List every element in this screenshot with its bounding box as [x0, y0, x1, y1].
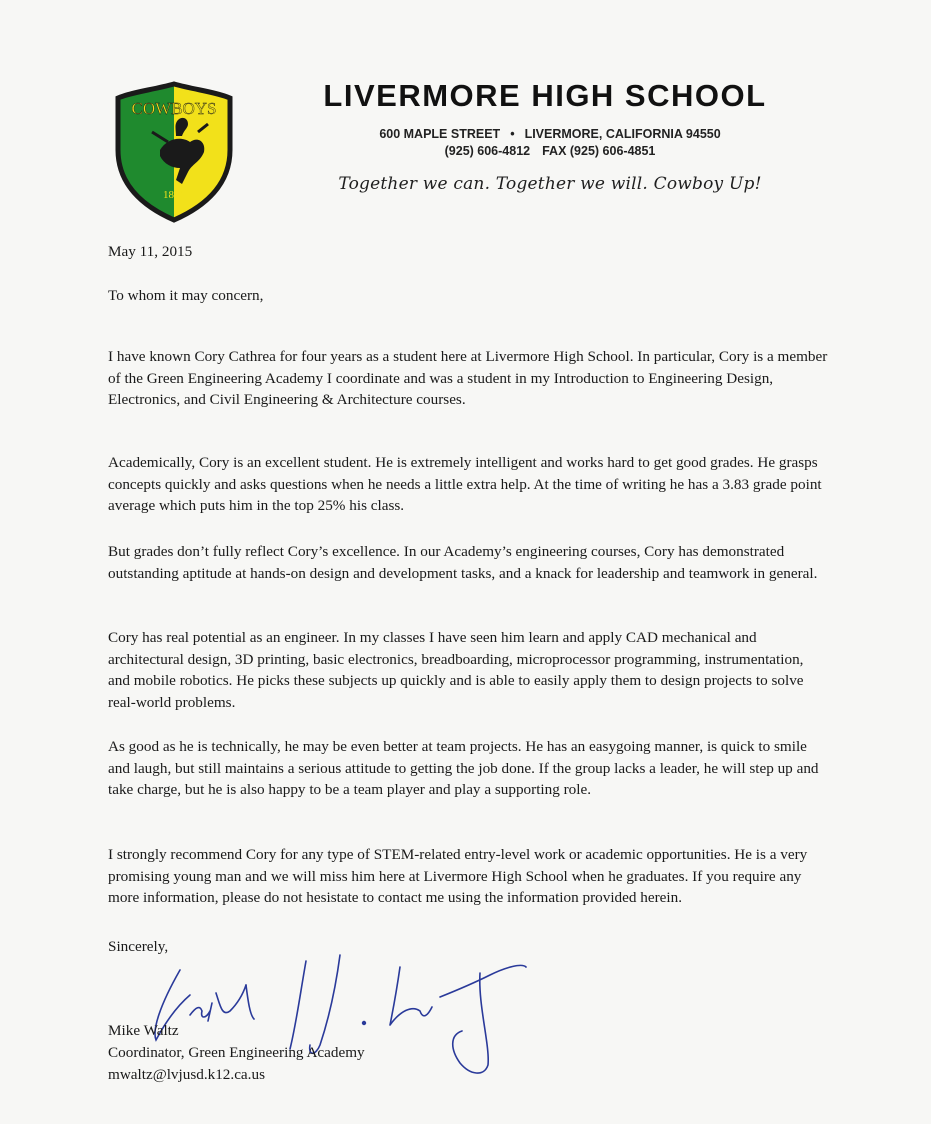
signer-email: mwaltz@lvjusd.k12.ca.us: [108, 1066, 265, 1083]
paragraph-2: Academically, Cory is an excellent student. He is extremely intelligent and works hard to get good grades. He grasps concepts quickly and asks questions when he needs a little extra help. At the time of writing he has a 3.83 grade point average which puts him in the top 25% his class.: [108, 454, 822, 515]
paragraph-3: But grades don’t fully reflect Cory’s excellence. In our Academy’s engineering courses, Cory has demonstrated outstanding aptitude at hands-on design and development tasks, and a knack for leadership and teamwork in general.: [108, 543, 818, 582]
school-motto: Together we can. Together we will. Cowboy Up!: [338, 174, 762, 194]
paragraph-6: I strongly recommend Cory for any type of STEM-related entry-level work or academic opportunities. He is a very promising young man and we will miss him here at Livermore High School when he graduates. If you require any more information, please do not hesistate to contact me using the information provided herein.: [108, 846, 808, 907]
fax-number: FAX (925) 606-4851: [542, 144, 656, 158]
school-address: [260, 126, 840, 143]
closing: Sincerely,: [108, 938, 169, 955]
school-phones: [260, 143, 840, 160]
letterhead: [260, 76, 840, 194]
paragraph-1: I have known Cory Cathrea for four years as a student here at Livermore High School. In particular, Cory is a member of the Green Engineering Academy I coordinate and was a student in my Introduction to Engineering Design, Electronics, and Civil Engineering & Architecture courses.: [108, 348, 828, 409]
school-name: LIVERMORE HIGH SCHOOL: [323, 78, 767, 113]
salutation: To whom it may concern,: [108, 287, 264, 304]
street-address: 600 MAPLE STREET: [379, 127, 501, 141]
paragraph-5: As good as he is technically, he may be even better at team projects. He has an easygoing manner, is quick to smile and laugh, but still maintains a serious attitude to getting the job done. If the group lacks a leader, he will step up and take charge, but he is also happy to be a team player and play a supporting role.: [108, 738, 819, 799]
signature-block: [108, 1020, 365, 1086]
crest-year-text: 1891: [163, 189, 185, 201]
phone-number: (925) 606-4812: [444, 144, 531, 158]
address-separator: •: [510, 127, 515, 141]
paragraph-4: Cory has real potential as an engineer. In my classes I have seen him learn and apply CAD mechanical and architectural design, 3D printing, basic electronics, breadboarding, microprocessor programming, instrumentation, and mobile robotics. He picks these subjects up quickly and is able to easily apply them to design projects to solve real-world problems.: [108, 629, 804, 711]
crest-word-text: COWBOYS: [131, 99, 217, 118]
signer-title: Coordinator, Green Engineering Academy: [108, 1044, 365, 1061]
letter-date: May 11, 2015: [108, 243, 193, 260]
city-state-zip: LIVERMORE, CALIFORNIA 94550: [524, 127, 721, 141]
signer-name: Mike Waltz: [108, 1022, 179, 1039]
cowboys-crest-logo: [112, 80, 236, 224]
